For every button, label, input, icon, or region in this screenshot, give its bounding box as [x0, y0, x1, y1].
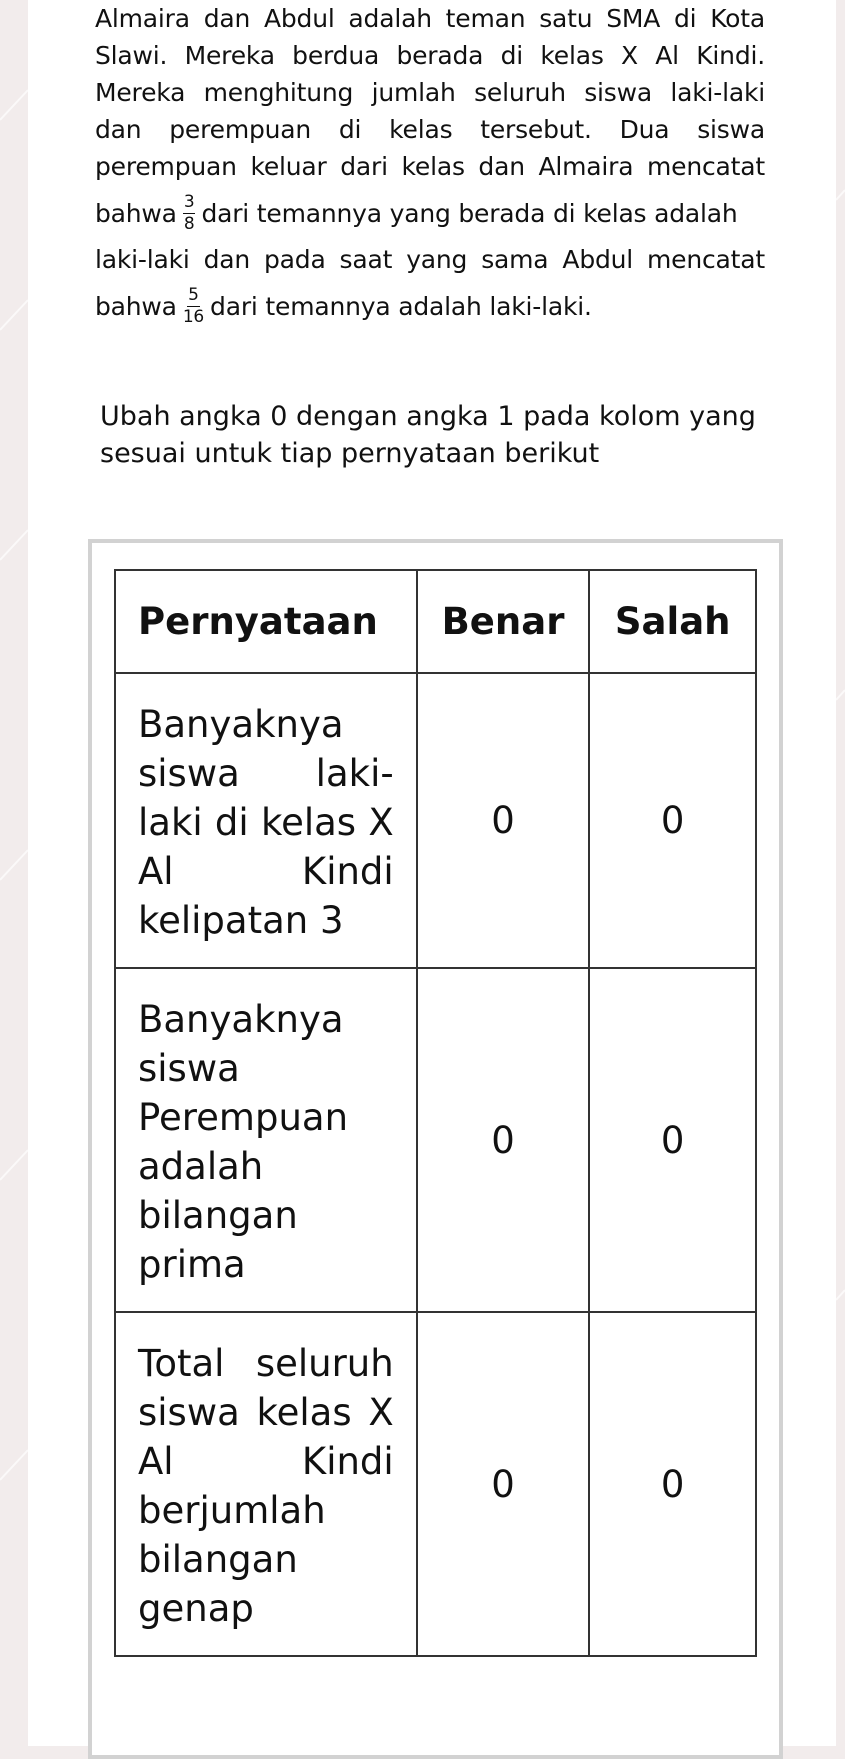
story-line: Almaira dan Abdul adalah teman satu SMA di Kota [95, 4, 765, 33]
fraction-numerator: 3 [183, 191, 195, 212]
story-text: bahwa [95, 198, 177, 228]
benar-cell[interactable]: 0 [417, 968, 590, 1312]
story-text: bahwa [95, 291, 177, 321]
statement-cell: Banyaknya siswa Perempuan adalah bilangan prima [115, 968, 417, 1312]
fraction-denominator: 16 [182, 306, 205, 327]
story-line: dan perempuan di kelas tersebut. Dua siswa [95, 115, 765, 144]
salah-cell[interactable]: 0 [589, 1312, 756, 1656]
fraction-three-eighths [183, 193, 196, 234]
story-paragraph [95, 0, 765, 334]
instruction-line: Ubah angka 0 dengan angka 1 pada kolom yang [100, 401, 756, 432]
table-row [115, 968, 756, 1312]
story-line: laki-laki dan pada saat yang sama Abdul mencatat [95, 245, 765, 274]
instruction-text [100, 398, 780, 472]
header-salah: Salah [589, 570, 756, 673]
header-statement: Pernyataan [115, 570, 417, 673]
benar-cell[interactable]: 0 [417, 1312, 590, 1656]
table-row [115, 673, 756, 968]
statement-cell: Banyaknya siswa laki-laki di kelas X Al Kindi kelipatan 3 [115, 673, 417, 968]
answer-table [114, 569, 757, 1657]
story-line-fraction-1 [95, 185, 765, 241]
benar-cell[interactable]: 0 [417, 673, 590, 968]
instruction-line: sesuai untuk tiap pernyataan berikut [100, 438, 600, 469]
header-benar: Benar [417, 570, 590, 673]
table-header-row [115, 570, 756, 673]
story-text: dari temannya adalah laki-laki. [210, 291, 592, 321]
salah-cell[interactable]: 0 [589, 673, 756, 968]
story-line: Slawi. Mereka berdua berada di kelas X Al Kindi. [95, 41, 765, 70]
story-line: perempuan keluar dari kelas dan Almaira mencatat [95, 152, 765, 181]
salah-cell[interactable]: 0 [589, 968, 756, 1312]
fraction-five-sixteenths [183, 286, 204, 327]
table-row [115, 1312, 756, 1656]
story-text: dari temannya yang berada di kelas adalah [201, 198, 738, 228]
fraction-denominator: 8 [183, 213, 195, 234]
story-line-fraction-2 [95, 278, 765, 334]
story-line: Mereka menghitung jumlah seluruh siswa laki-laki [95, 78, 765, 107]
statement-cell: Total seluruh siswa kelas X Al Kindi berjumlah bilangan genap [115, 1312, 417, 1656]
fraction-numerator: 5 [188, 284, 199, 305]
